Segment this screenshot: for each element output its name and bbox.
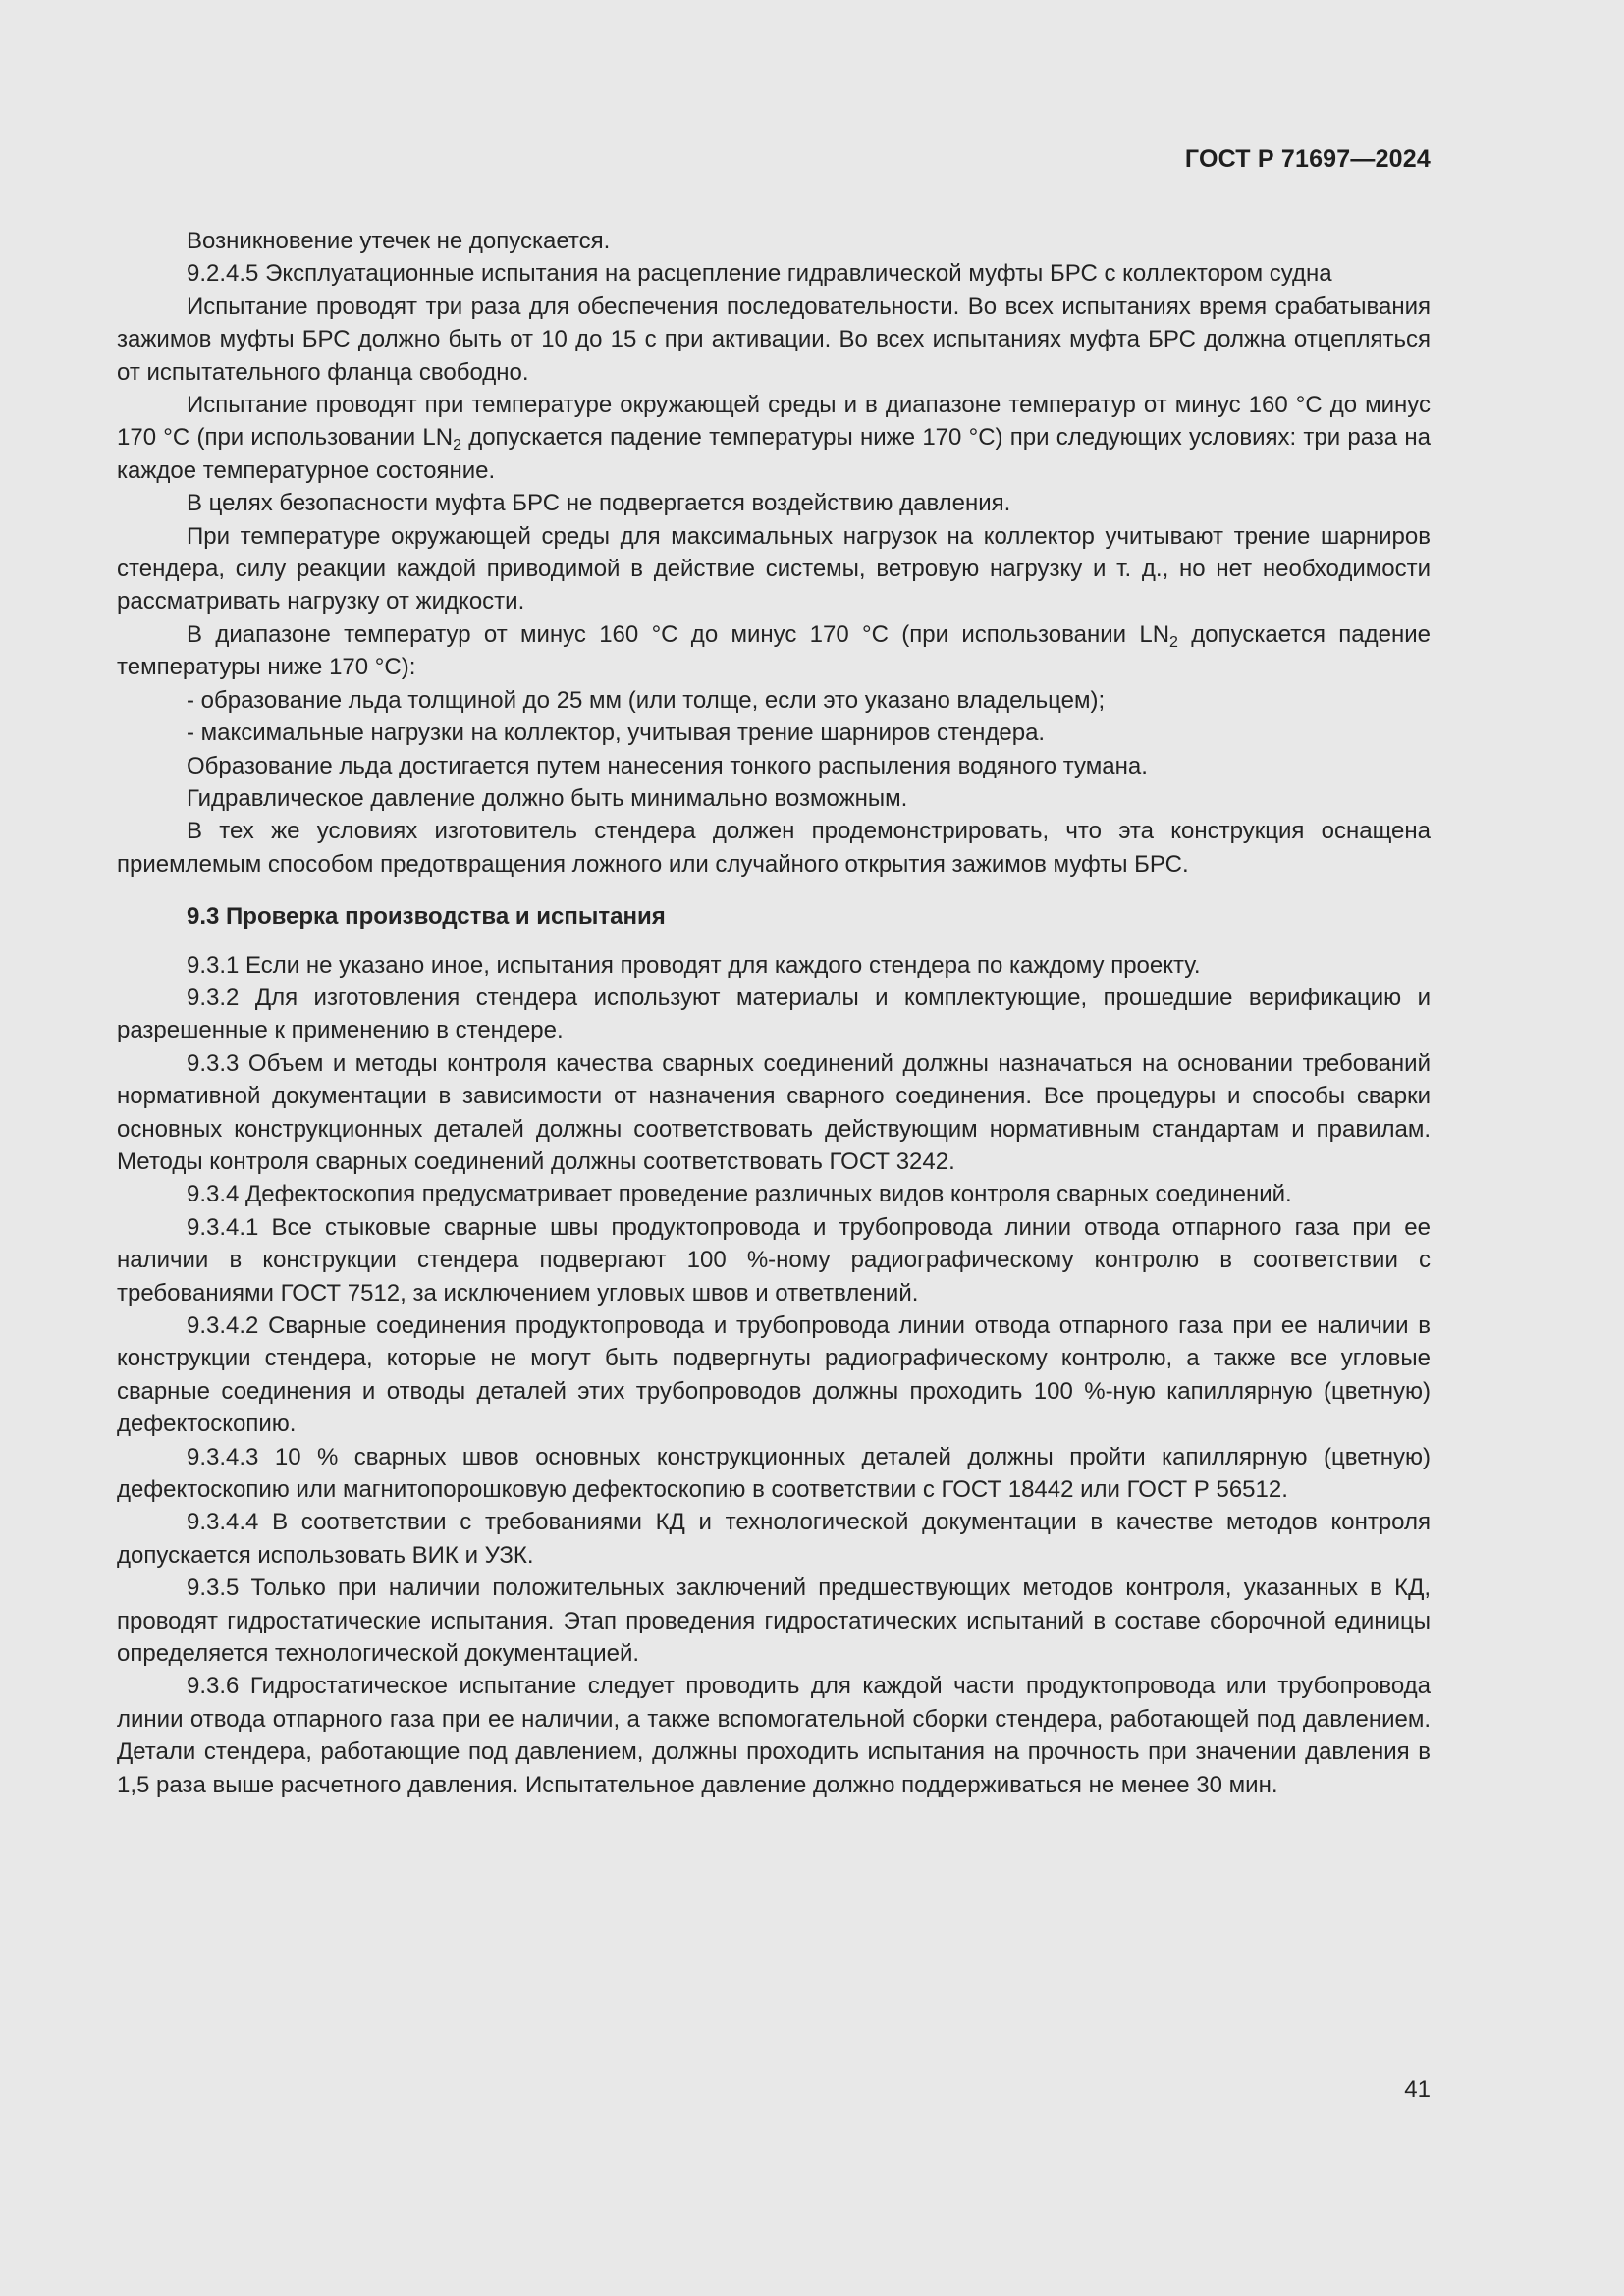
document-body [117,225,1431,1801]
paragraph-safety-no-pressure: В целях безопасности муфта БРС не подвергается воздействию давления. [187,490,1011,517]
list-item-max-loads: - максимальные нагрузки на коллектор, учитывая трение шарниров стендера. [187,720,1046,747]
paragraph-temperature-conditions [117,389,1431,487]
text-fragment: допускается падение температуры ниже 170 °C): [117,620,1431,681]
text-fragment: Испытание проводят при температуре окружающей среды и в диапазоне температур от минус 160 °C до минус 170 °C (при использовании LN [117,392,1431,452]
clause-9-3-4-1: 9.3.4.1 Все стыковые сварные швы продуктопровода и трубопровода линии отвода отпарного газа при ее наличии в конструкции стендера подвергают 100 %-ному радиографическому контролю в соответствии с требованиями ГОСТ 7512, за исключением угловых швов и ответвлений. [117,1213,1431,1307]
subscript: 2 [453,437,461,454]
clause-9-3-3: 9.3.3 Объем и методы контроля качества сварных соединений должны назначаться на основании требований нормативной документации в зависимости от назначения сварного соединения. Все процедуры и способы сварки основных конструкционных деталей должны соответствовать действующим нормативным стандартам и правилам. Методы контроля сварных соединений должны соответствовать ГОСТ 3242. [117,1049,1431,1175]
clause-9-3-4-3: 9.3.4.3 10 % сварных швов основных конструкционных деталей должны пройти капиллярную (цветную) дефектоскопию или магнитопорошковую дефектоскопию в соответствии с ГОСТ 18442 или ГОСТ Р 56512. [117,1443,1431,1504]
paragraph-manufacturer-demonstration: В тех же условиях изготовитель стендера должен продемонстрировать, что эта конструкция оснащена приемлемым способом предотвращения ложного или случайного открытия зажимов муфты БРС. [117,818,1431,878]
paragraph-ice-spray: Образование льда достигается путем нанесения тонкого распыления водяного тумана. [187,752,1148,779]
clause-9-3-2: 9.3.2 Для изготовления стендера используют материалы и комплектующие, прошедшие верификацию и разрешенные к применению в стендере. [117,984,1431,1044]
clause-9-3-1: 9.3.1 Если не указано иное, испытания проводят для каждого стендера по каждому проекту. [187,951,1201,979]
paragraph-ambient-loads: При температуре окружающей среды для максимальных нагрузок на коллектор учитывают трение шарниров стендера, силу реакции каждой приводимой в действие системы, ветровую нагрузку и т. д., но нет необходимости рассматривать нагрузку от жидкости. [117,522,1431,615]
paragraph-hydraulic-pressure: Гидравлическое давление должно быть минимально возможным. [187,784,908,812]
list-item-ice-formation: - образование льда толщиной до 25 мм (или толще, если это указано владельцем); [187,686,1106,714]
clause-9-3-4-2: 9.3.4.2 Сварные соединения продуктопровода и трубопровода линии отвода отпарного газа при ее наличии в конструкции стендера, которые не могут быть подвергнуты радиографическому контролю, а также все угловые сварные соединения и отводы деталей этих трубопроводов должны проходить 100 %-ную капиллярную (цветную) дефектоскопию. [117,1312,1431,1438]
clause-9-3-4-4: 9.3.4.4 В соответствии с требованиями КД и технологической документации в качестве методов контроля допускается использовать ВИК и УЗК. [117,1509,1431,1569]
paragraph-temperature-range [117,618,1431,684]
subscript: 2 [1169,633,1178,651]
paragraph-test-three-times: Испытание проводят три раза для обеспечения последовательности. Во всех испытаниях время срабатывания зажимов муфты БРС должно быть от 10 до 15 с при активации. Во всех испытаниях муфта БРС должна отцепляться от испытательного фланца свободно. [117,293,1431,386]
clause-9-3-5: 9.3.5 Только при наличии положительных заключений предшествующих методов контроля, указанных в КД, проводят гидростатические испытания. Этап проведения гидростатических испытаний в составе сборочной единицы определяется технологической документацией. [117,1575,1431,1668]
paragraph-leak-prohibition: Возникновение утечек не допускается. [187,228,611,254]
clause-9-2-4-5-heading: 9.2.4.5 Эксплуатационные испытания на расцепление гидравлической муфты БРС с коллектором судна [187,260,1332,288]
document-code-header: ГОСТ Р 71697—2024 [1184,145,1431,173]
page-number: 41 [1404,2076,1431,2103]
text-fragment: В диапазоне температур от минус 160 °C до минус 170 °C (при использовании LN [187,620,1170,648]
section-title-9-3: 9.3 Проверка производства и испытания [187,903,666,931]
clause-9-3-4: 9.3.4 Дефектоскопия предусматривает проведение различных видов контроля сварных соединений. [187,1181,1292,1208]
clause-9-3-6: 9.3.6 Гидростатическое испытание следует проводить для каждой части продуктопровода или трубопровода линии отвода отпарного газа при ее наличии, а также вспомогательной сборки стендера, работающей под давлением. Детали стендера, работающие под давлением, должны проходить испытания на прочность при значении давления в 1,5 раза выше расчетного давления. Испытательное давление должно поддерживаться не менее 30 мин. [117,1673,1431,1798]
text-fragment: допускается падение температуры ниже 170 °C) при следующих условиях: три раза на каждое температурное состояние. [117,424,1431,484]
